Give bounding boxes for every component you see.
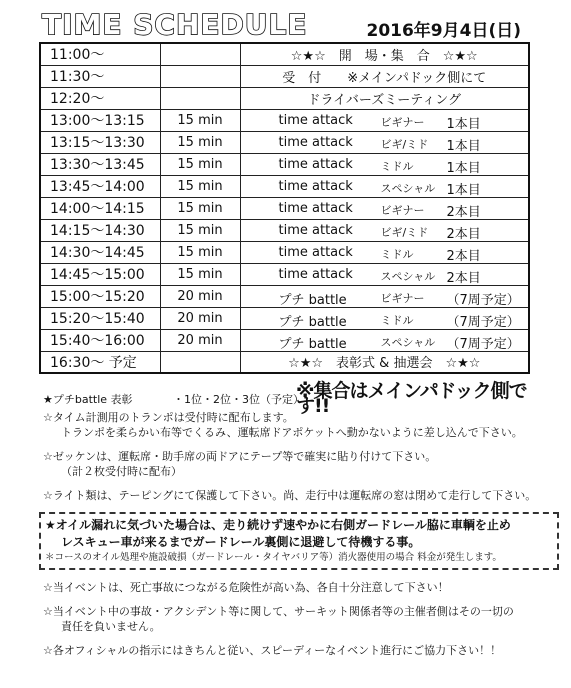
schedule-activity bbox=[240, 109, 529, 131]
schedule-row bbox=[40, 307, 529, 329]
session-class: ビギナー bbox=[380, 203, 425, 217]
session-note: 1本目 bbox=[446, 160, 481, 175]
battle-award-label: ★プチbattle 表彰 bbox=[43, 393, 133, 406]
schedule-activity bbox=[240, 263, 529, 285]
session-class: ビギ/ミド bbox=[380, 137, 429, 151]
schedule-row bbox=[40, 175, 529, 197]
schedule-row bbox=[40, 285, 529, 307]
session-type: time attack bbox=[278, 222, 353, 238]
accident-note bbox=[43, 604, 543, 634]
danger-line: ☆当イベントは、死亡事故につながる危険性が高い為、各自十分注意して下さい！ bbox=[43, 581, 449, 594]
session-class: ミドル bbox=[380, 247, 414, 261]
session-class: ミドル bbox=[380, 159, 414, 173]
number-line-1: ☆ゼッケンは、運転席・助手席の両ドアにテープ等で確実に貼り付けて下さい。 bbox=[43, 450, 437, 463]
session-note: 2本目 bbox=[446, 226, 481, 241]
accident-line-2: 責任を負いません。 bbox=[61, 620, 161, 633]
schedule-activity bbox=[240, 329, 529, 351]
transponder-note bbox=[43, 410, 543, 440]
schedule-time: 13:45～14:00 bbox=[40, 175, 160, 197]
schedule-duration: 20 min bbox=[160, 285, 240, 307]
page-title: TIME SCHEDULE bbox=[42, 8, 308, 41]
schedule-duration: 15 min bbox=[160, 263, 240, 285]
schedule-time: 13:30～13:45 bbox=[40, 153, 160, 175]
schedule-duration: 15 min bbox=[160, 175, 240, 197]
session-type: プチ battle bbox=[278, 292, 347, 307]
schedule-row bbox=[40, 109, 529, 131]
notes-section bbox=[43, 380, 543, 667]
schedule-activity bbox=[240, 131, 529, 153]
session-class: ミドル bbox=[380, 313, 414, 327]
session-type: time attack bbox=[278, 112, 353, 128]
schedule-time: 13:15～13:30 bbox=[40, 131, 160, 153]
schedule-duration bbox=[160, 87, 240, 109]
schedule-duration: 15 min bbox=[160, 197, 240, 219]
oil-line-3: ＊コースのオイル処理や施設破損（ガードレール・タイヤバリア等）消火器使用の場合 料金が発生します。 bbox=[45, 552, 502, 563]
schedule-time: 12:20～ bbox=[40, 87, 160, 109]
battle-award-ranks: ・1位・2位・3位（予定） bbox=[173, 393, 304, 406]
schedule-time: 14:15～14:30 bbox=[40, 219, 160, 241]
schedule-duration: 20 min bbox=[160, 307, 240, 329]
accident-line-1: ☆当イベント中の事故・アクシデント等に関して、サーキット関係者等の主催者側はその一切の bbox=[43, 605, 514, 618]
schedule-row bbox=[40, 329, 529, 351]
session-note: 2本目 bbox=[446, 204, 481, 219]
session-class: スペシャル bbox=[380, 269, 436, 283]
schedule-time: 15:40～16:00 bbox=[40, 329, 160, 351]
transponder-line-2: トランポを柔らかい布等でくるみ、運転席ドアポケットへ動かないように差し込んで下さい。 bbox=[61, 426, 523, 439]
session-note: 1本目 bbox=[446, 182, 481, 197]
schedule-time: 16:30～ 予定 bbox=[40, 351, 160, 373]
session-note: （7周予定） bbox=[446, 336, 520, 351]
officials-note bbox=[43, 643, 543, 658]
transponder-line-1: ☆タイム計測用のトランポは受付時に配布します。 bbox=[43, 411, 294, 424]
schedule-activity bbox=[240, 307, 529, 329]
schedule-row bbox=[40, 131, 529, 153]
session-type: プチ battle bbox=[278, 314, 347, 329]
assembly-notice: ※集合はメインパドック側です!! bbox=[296, 380, 527, 417]
schedule-row bbox=[40, 87, 529, 109]
session-note: 1本目 bbox=[446, 138, 481, 153]
event-date: 2016年9月4日(日) bbox=[366, 21, 521, 41]
schedule-duration bbox=[160, 43, 240, 65]
session-type: time attack bbox=[278, 178, 353, 194]
schedule-time: 14:00～14:15 bbox=[40, 197, 160, 219]
schedule-duration bbox=[160, 351, 240, 373]
schedule-row bbox=[40, 65, 529, 87]
schedule-row bbox=[40, 351, 529, 373]
battle-award-row bbox=[43, 380, 543, 417]
session-type: time attack bbox=[278, 156, 353, 172]
session-note: 2本目 bbox=[446, 248, 481, 263]
session-note: （7周予定） bbox=[446, 292, 520, 307]
schedule-activity: ☆★☆ 開 場・集 合 ☆★☆ bbox=[240, 43, 529, 65]
schedule-activity: 受 付 ※メインパドック側にて bbox=[240, 65, 529, 87]
number-line-2: （計２枚受付時に配布） bbox=[61, 465, 182, 478]
number-sticker-note bbox=[43, 449, 543, 479]
schedule-time: 11:00～ bbox=[40, 43, 160, 65]
schedule-duration: 15 min bbox=[160, 241, 240, 263]
session-note: 1本目 bbox=[446, 116, 481, 131]
session-class: スペシャル bbox=[380, 335, 436, 349]
schedule-time: 15:20～15:40 bbox=[40, 307, 160, 329]
schedule-row bbox=[40, 43, 529, 65]
schedule-duration: 15 min bbox=[160, 153, 240, 175]
schedule-time: 14:30～14:45 bbox=[40, 241, 160, 263]
officials-line: ☆各オフィシャルの指示にはきちんと従い、スピーディーなイベント進行にご協力下さい！！ bbox=[43, 644, 502, 657]
session-type: time attack bbox=[278, 244, 353, 260]
session-type: time attack bbox=[278, 134, 353, 150]
oil-warning-box bbox=[39, 512, 559, 570]
session-class: ビギナー bbox=[380, 291, 425, 305]
schedule-activity: ☆★☆ 表彰式 & 抽選会 ☆★☆ bbox=[240, 351, 529, 373]
oil-line-2: レスキュー車が来るまでガードレール裏側に退避して待機する事。 bbox=[61, 535, 421, 549]
schedule-duration: 15 min bbox=[160, 219, 240, 241]
schedule-table bbox=[39, 42, 530, 374]
schedule-duration: 15 min bbox=[160, 131, 240, 153]
schedule-time: 14:45～15:00 bbox=[40, 263, 160, 285]
lights-note bbox=[43, 488, 543, 503]
schedule-row bbox=[40, 263, 529, 285]
schedule-activity bbox=[240, 219, 529, 241]
schedule-row bbox=[40, 219, 529, 241]
schedule-duration: 15 min bbox=[160, 109, 240, 131]
session-class: スペシャル bbox=[380, 181, 436, 195]
schedule-activity bbox=[240, 153, 529, 175]
schedule-row bbox=[40, 197, 529, 219]
schedule-time: 13:00～13:15 bbox=[40, 109, 160, 131]
schedule-row bbox=[40, 241, 529, 263]
session-note: 2本目 bbox=[446, 270, 481, 285]
danger-note bbox=[43, 580, 543, 595]
schedule-time: 15:00～15:20 bbox=[40, 285, 160, 307]
session-class: ビギナー bbox=[380, 115, 425, 129]
schedule-duration: 20 min bbox=[160, 329, 240, 351]
schedule-activity bbox=[240, 197, 529, 219]
session-type: time attack bbox=[278, 200, 353, 216]
session-type: time attack bbox=[278, 266, 353, 282]
schedule-activity bbox=[240, 175, 529, 197]
lights-line: ☆ライト類は、テーピングにて保護して下さい。尚、走行中は運転席の窓は閉めて走行して下さい。 bbox=[43, 489, 537, 502]
schedule-activity: ドライバーズミーティング bbox=[240, 87, 529, 109]
session-class: ビギ/ミド bbox=[380, 225, 429, 239]
schedule-activity bbox=[240, 241, 529, 263]
schedule-row bbox=[40, 153, 529, 175]
schedule-activity bbox=[240, 285, 529, 307]
session-note: （7周予定） bbox=[446, 314, 520, 329]
schedule-duration bbox=[160, 65, 240, 87]
schedule-time: 11:30～ bbox=[40, 65, 160, 87]
oil-line-1: ★オイル漏れに気づいた場合は、走り続けず速やかに右側ガードレール脇に車輌を止め bbox=[45, 518, 511, 532]
session-type: プチ battle bbox=[278, 336, 347, 351]
